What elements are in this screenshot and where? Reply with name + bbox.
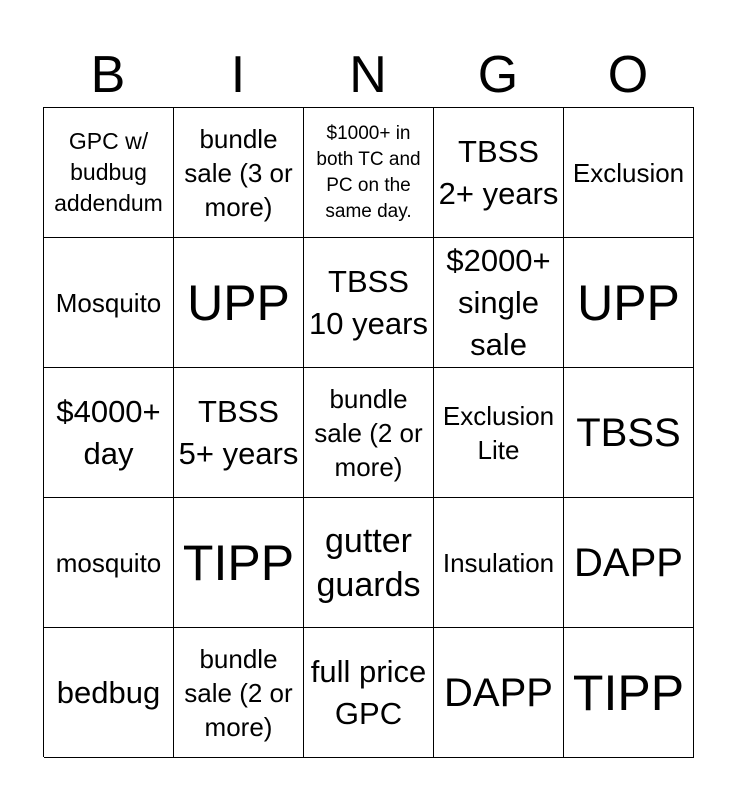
bingo-cell[interactable] — [174, 368, 304, 498]
cell-text: Insulation — [442, 547, 555, 578]
cell-text: TBSS 2+ years — [438, 133, 559, 211]
cell-text: mosquito — [55, 547, 162, 578]
bingo-cell[interactable] — [434, 628, 564, 758]
cell-text: DAPP — [444, 670, 553, 715]
cell-text: DAPP — [574, 540, 683, 585]
cell-text: $4000+ day — [56, 393, 161, 471]
header-letter-g: G — [477, 46, 519, 104]
bingo-cell[interactable] — [564, 238, 694, 368]
bingo-cell[interactable] — [434, 108, 564, 238]
bingo-cell[interactable] — [174, 238, 304, 368]
cell-text: TIPP — [182, 534, 295, 591]
cell-text: Mosquito — [55, 287, 162, 318]
cell-text: Exclusion — [572, 157, 685, 188]
cell-text: gutter guards — [316, 521, 421, 604]
bingo-cell[interactable] — [434, 498, 564, 628]
bingo-cell[interactable] — [434, 368, 564, 498]
cell-text: TIPP — [572, 664, 685, 721]
cell-text: TBSS — [576, 410, 681, 455]
bingo-cell[interactable] — [564, 498, 694, 628]
cell-text: $1000+ in both TC and PC on the same day. — [316, 122, 421, 222]
bingo-cell[interactable] — [304, 238, 434, 368]
bingo-cell[interactable] — [304, 368, 434, 498]
bingo-cell[interactable] — [174, 498, 304, 628]
bingo-cell[interactable] — [304, 108, 434, 238]
bingo-cell[interactable] — [564, 628, 694, 758]
cell-text: GPC w/ budbug addendum — [54, 128, 163, 216]
bingo-cell[interactable] — [44, 238, 174, 368]
cell-text: UPP — [577, 274, 680, 331]
bingo-header — [43, 38, 693, 108]
cell-text: $2000+ single sale — [446, 242, 551, 362]
header-letter-o: O — [607, 46, 649, 104]
header-letter-n: N — [349, 46, 387, 104]
bingo-cell[interactable] — [564, 368, 694, 498]
cell-text: Exclusion Lite — [442, 400, 555, 465]
header-letter-b: B — [90, 46, 126, 104]
bingo-cell[interactable] — [174, 628, 304, 758]
cell-text: UPP — [187, 274, 290, 331]
cell-text: full price GPC — [310, 653, 427, 731]
cell-text: bundle sale (2 or more) — [184, 643, 293, 742]
bingo-cell[interactable] — [44, 628, 174, 758]
bingo-cell[interactable] — [434, 238, 564, 368]
bingo-cell[interactable] — [44, 108, 174, 238]
cell-text: bundle sale (3 or more) — [184, 123, 293, 222]
cell-text: bundle sale (2 or more) — [314, 383, 423, 482]
cell-text: bedbug — [56, 674, 161, 710]
bingo-cell[interactable] — [174, 108, 304, 238]
bingo-cell[interactable] — [304, 628, 434, 758]
bingo-cell[interactable] — [564, 108, 694, 238]
bingo-cell[interactable] — [304, 498, 434, 628]
header-letter-i: I — [230, 46, 246, 104]
cell-text: TBSS 5+ years — [178, 393, 299, 471]
bingo-cell[interactable] — [44, 498, 174, 628]
bingo-cell[interactable] — [44, 368, 174, 498]
bingo-board — [43, 107, 694, 757]
cell-text: TBSS 10 years — [309, 263, 428, 341]
